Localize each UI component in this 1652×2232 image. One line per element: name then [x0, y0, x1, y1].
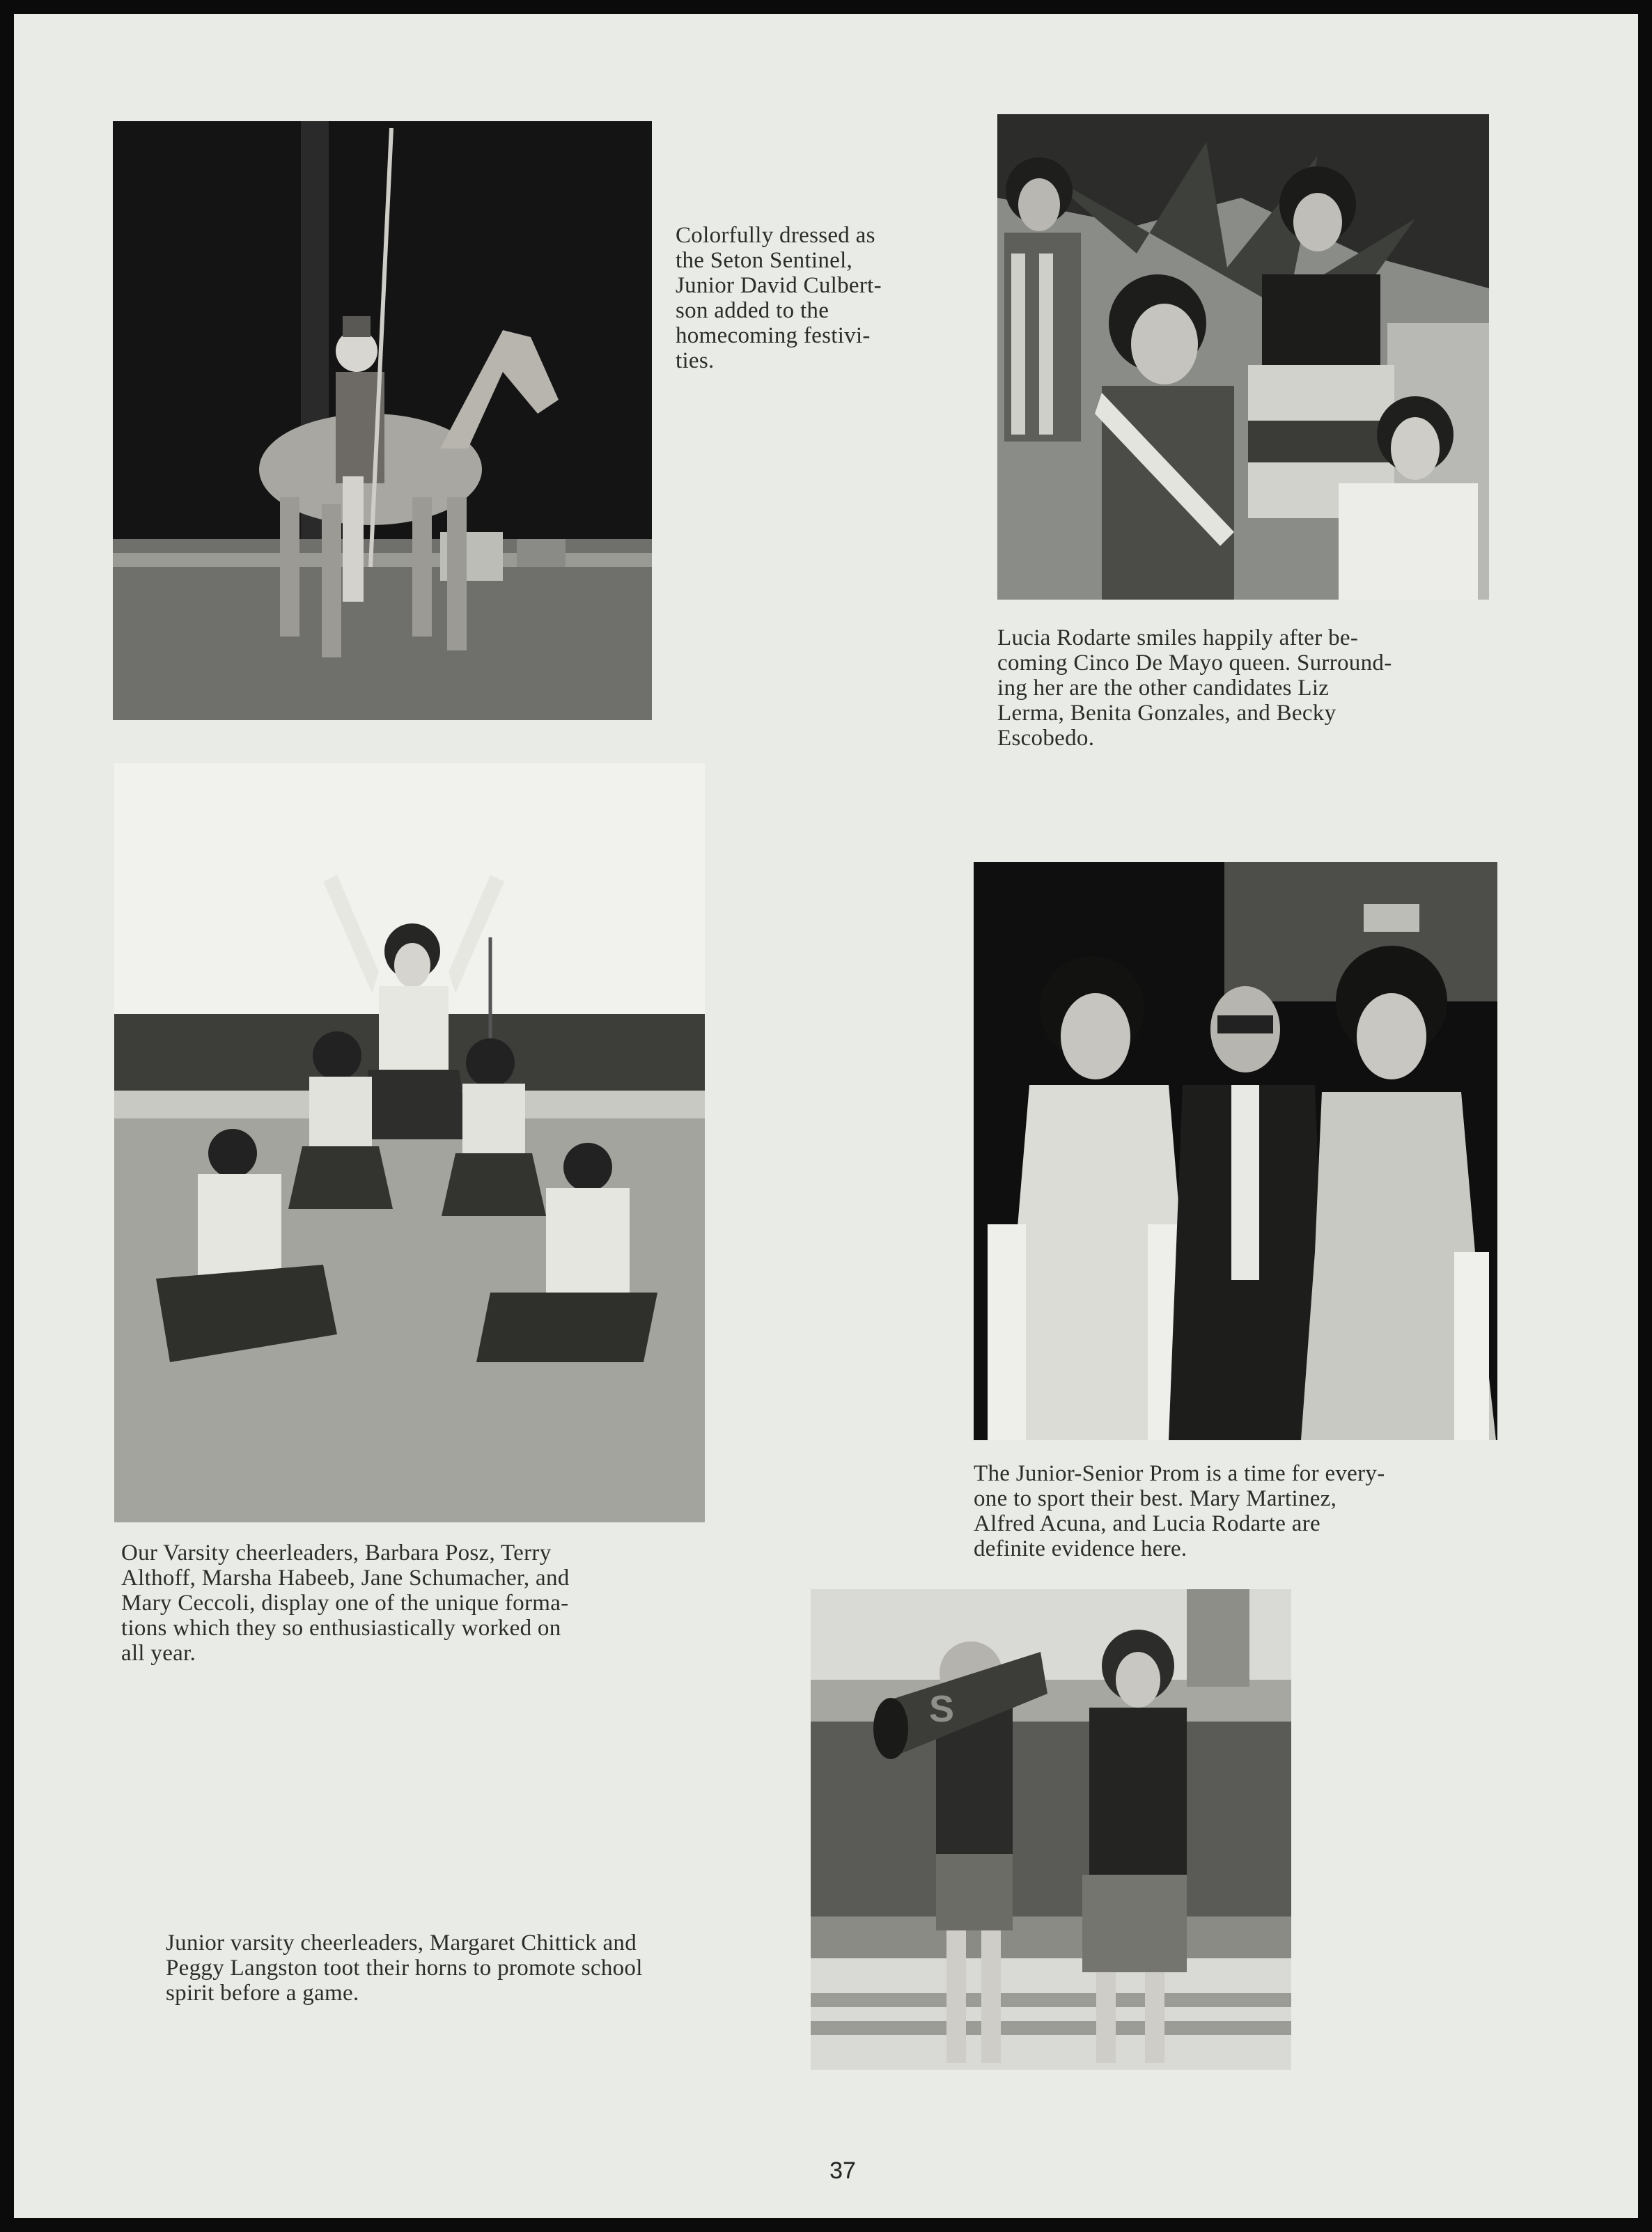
page-number: 37: [829, 2157, 856, 2184]
megaphone-letter: S: [929, 1688, 955, 1730]
junior-varsity-caption: Junior varsity cheerleaders, Margaret Chittick and Peggy Langston toot their horns to promote school spirit before a game.: [166, 1930, 643, 2006]
yearbook-page: [14, 14, 1638, 2218]
sentinel-on-horse-photo: [113, 121, 652, 720]
cinco-de-mayo-caption: Lucia Rodarte smiles happily after be- coming Cinco De Mayo queen. Surround- ing her are the other candidates Liz Lerma, Benita Gonzales, and Becky Escobedo.: [997, 625, 1392, 751]
junior-senior-prom-photo: [974, 862, 1497, 1440]
varsity-cheerleaders-photo: [114, 763, 705, 1522]
junior-varsity-megaphone-photo: [811, 1589, 1291, 2070]
cinco-de-mayo-queen-photo: [997, 114, 1489, 600]
prom-caption: The Junior-Senior Prom is a time for every- one to sport their best. Mary Martinez, Alfred Acuna, and Lucia Rodarte are definite evidence here.: [974, 1461, 1385, 1561]
sentinel-caption: Colorfully dressed as the Seton Sentinel, Junior David Culbert- son added to the homecoming festivi- ties.: [676, 223, 882, 373]
varsity-cheerleaders-caption: Our Varsity cheerleaders, Barbara Posz, Terry Althoff, Marsha Habeeb, Jane Schumacher, and Mary Ceccoli, display one of the unique forma- tions which they so enthusiastically worked on all year.: [121, 1540, 570, 1666]
